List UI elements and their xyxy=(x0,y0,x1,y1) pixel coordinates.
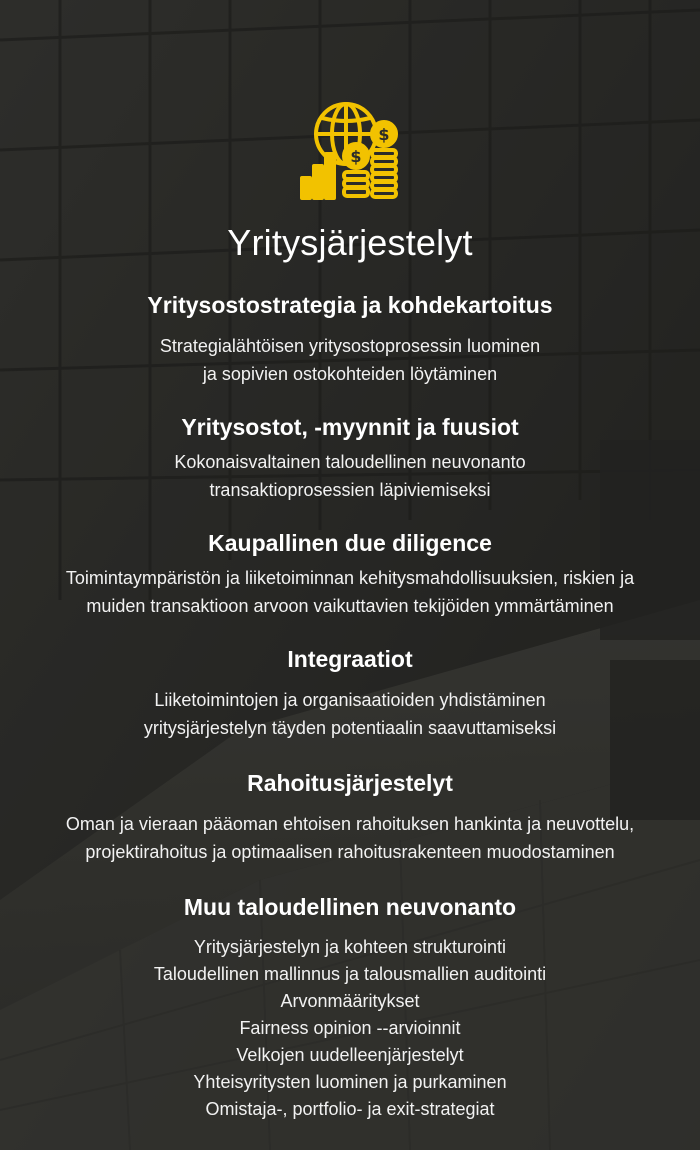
section-commercial-due-diligence xyxy=(0,528,700,620)
list-item: Yritysjärjestelyn ja kohteen strukturointi xyxy=(193,937,507,957)
svg-text:$: $ xyxy=(350,147,362,166)
section-description: Kokonaisvaltainen taloudellinen neuvonanto transaktioprosessien läpiviemiseksi xyxy=(174,452,526,500)
section-mergers-acquisitions xyxy=(0,412,700,504)
section-other-financial-advisory xyxy=(0,892,700,1123)
globe-coins-chart-icon xyxy=(298,100,402,202)
list-item: Yhteisyritysten luominen ja purkaminen xyxy=(193,1072,507,1092)
list-item: Arvonmääritykset xyxy=(280,991,420,1011)
section-heading: Yritysostostrategia ja kohdekartoitus xyxy=(147,292,553,318)
section-description: Oman ja vieraan pääoman ehtoisen rahoituksen hankinta ja neuvottelu, projektirahoitus ja optimaalisen rahoitusrakenteen muodostaminen xyxy=(65,814,635,862)
section-heading: Rahoitusjärjestelyt xyxy=(247,770,453,796)
section-heading: Integraatiot xyxy=(287,646,413,672)
section-heading: Yritysostot, -myynnit ja fuusiot xyxy=(181,414,519,440)
service-list xyxy=(0,934,700,1123)
list-item: Omistaja-, portfolio- ja exit-strategiat xyxy=(205,1099,495,1119)
list-item: Velkojen uudelleenjärjestelyt xyxy=(236,1045,464,1065)
page-title: Yritysjärjestelyt xyxy=(227,222,473,263)
section-financing-arrangements xyxy=(0,768,700,866)
section-integrations xyxy=(0,644,700,742)
section-description: Strategialähtöisen yritysostoprosessin luominen ja sopivien ostokohteiden löytäminen xyxy=(159,336,541,384)
section-description: Toimintaympäristön ja liiketoiminnan kehitysmahdollisuuksien, riskien ja muiden transaktioon arvoon vaikuttavien tekijöiden ymmärtäminen xyxy=(65,568,635,616)
svg-text:$: $ xyxy=(378,125,390,144)
section-heading: Kaupallinen due diligence xyxy=(208,530,492,556)
section-acquisition-strategy xyxy=(0,290,700,388)
list-item: Fairness opinion --arvioinnit xyxy=(239,1018,461,1038)
list-item: Taloudellinen mallinnus ja talousmallien auditointi xyxy=(153,964,547,984)
section-description: Liiketoimintojen ja organisaatioiden yhdistäminen yritysjärjestelyn täyden potentiaalin saavuttamiseksi xyxy=(143,690,557,738)
section-heading: Muu taloudellinen neuvonanto xyxy=(183,894,517,920)
